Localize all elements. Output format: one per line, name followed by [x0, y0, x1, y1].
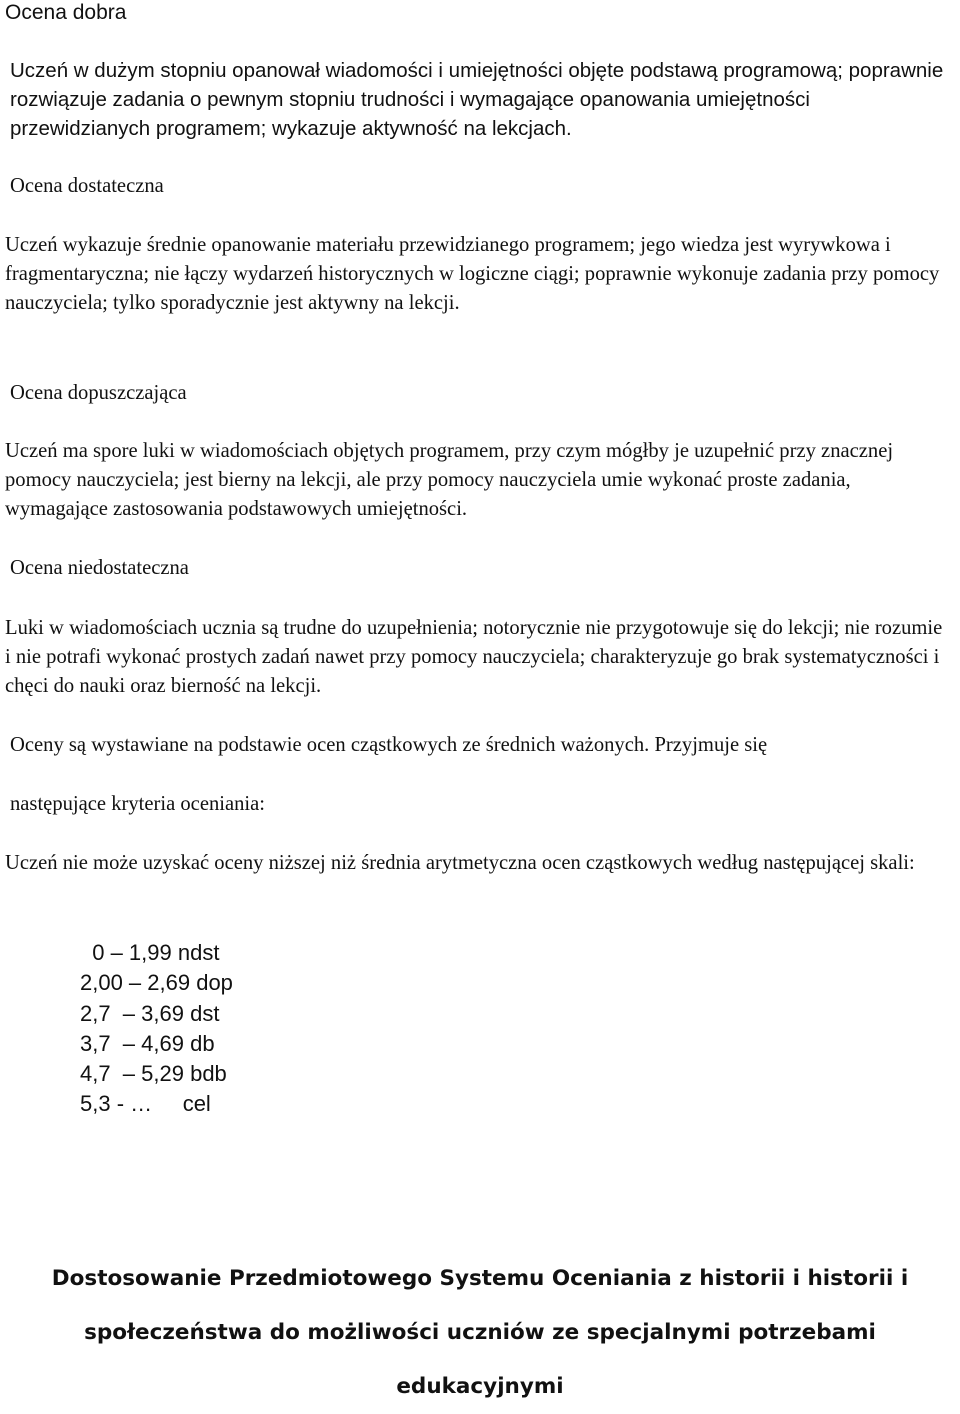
adaptation-heading: [0, 1252, 960, 1414]
heading-ocena-dostateczna: Ocena dostateczna: [10, 175, 164, 197]
scale-row: 5,3 - … cel: [80, 1091, 211, 1117]
scale-row: 0 – 1,99 ndst: [80, 940, 220, 965]
scale-row: 3,7 – 4,69 db: [80, 1030, 215, 1056]
adaptation-heading-line3: edukacyjnymi: [396, 1374, 564, 1399]
grading-scale: [80, 938, 233, 1120]
paragraph-ocena-dostateczna: Uczeń wykazuje średnie opanowanie materiału przewidzianego programem; jego wiedza jest wyrywkowa i fragmentaryczna; nie łączy wydarzeń historycznych w logiczne ciągi; poprawnie wykonuje zadania przy pomocy nauczyciela; tylko sporadycznie jest aktywny na lekcji.: [5, 234, 940, 314]
adaptation-heading-line2: społeczeństwa do możliwości uczniów ze specjalnymi potrzebami: [84, 1320, 876, 1345]
paragraph-ocena-dopuszczajaca: Uczeń ma spore luki w wiadomościach objętych programem, przy czym mógłby je uzupełnić przy znacznej pomocy nauczyciela; jest bierny na lekcji, ale przy pomocy nauczyciela umie wykonać proste zadania, wymagające zastosowania podstawowych umiejętności.: [5, 440, 894, 520]
heading-ocena-dopuszczajaca: Ocena dopuszczająca: [10, 382, 187, 404]
adaptation-heading-line1: Dostosowanie Przedmiotowego Systemu Oceniania z historii i historii i: [51, 1266, 909, 1291]
heading-ocena-dobra: Ocena dobra: [5, 1, 127, 24]
scale-row: 4,7 – 5,29 bdb: [80, 1061, 227, 1087]
weighted-note-line1: Oceny są wystawiane na podstawie ocen cząstkowych ze średnich ważonych. Przyjmuje się: [10, 734, 768, 756]
minimum-rule-paragraph: Uczeń nie może uzyskać oceny niższej niż średnia arytmetyczna ocen cząstkowych według następującej skali:: [5, 852, 915, 874]
weighted-note-line2: następujące kryteria oceniania:: [10, 793, 265, 815]
paragraph-ocena-niedostateczna: Luki w wiadomościach ucznia są trudne do uzupełnienia; notorycznie nie przygotowuje się do lekcji; nie rozumie i nie potrafi wykonać prostych zadań nawet przy pomocy nauczyciela; charakteryzuje go brak systematyczności i chęci do nauki oraz bierność na lekcji.: [5, 617, 943, 697]
scale-row: 2,7 – 3,69 dst: [80, 1000, 220, 1026]
scale-row: 2,00 – 2,69 dop: [80, 970, 233, 996]
heading-ocena-niedostateczna: Ocena niedostateczna: [10, 557, 189, 579]
paragraph-ocena-dobra: Uczeń w dużym stopniu opanował wiadomości i umiejętności objęte podstawą programową; poprawnie rozwiązuje zadania o pewnym stopniu trudności i wymagające opanowania umiejętności przewidzianych programem; wykazuje aktywność na lekcjach.: [10, 59, 944, 140]
